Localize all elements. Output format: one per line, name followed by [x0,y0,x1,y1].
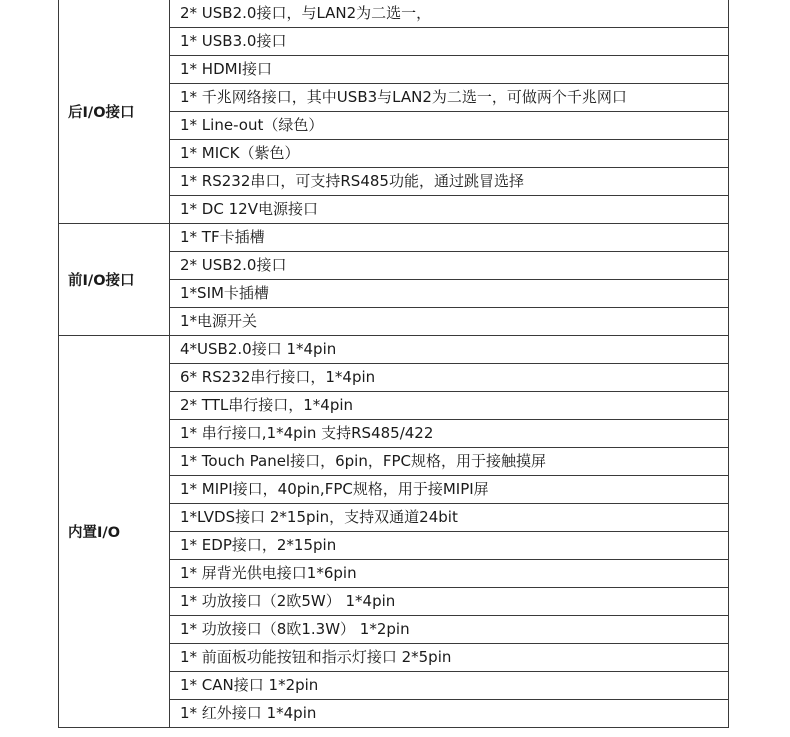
spec-cell: 1* 功放接口（2欧5W） 1*4pin [170,588,729,616]
spec-cell: 1* MIPI接口，40pin,FPC规格，用于接MIPI屏 [170,476,729,504]
table-row [59,224,729,252]
spec-cell: 2* USB2.0接口，与LAN2为二选一， [170,0,729,28]
spec-cell: 4*USB2.0接口 1*4pin [170,336,729,364]
spec-cell: 1* RS232串口，可支持RS485功能，通过跳冒选择 [170,168,729,196]
group-label-rear-io: 后I/O接口 [59,0,170,224]
spec-cell: 1*LVDS接口 2*15pin，支持双通道24bit [170,504,729,532]
io-spec-table [58,0,729,728]
spec-cell: 1* DC 12V电源接口 [170,196,729,224]
spec-cell: 1*SIM卡插槽 [170,280,729,308]
spec-cell: 1* 千兆网络接口，其中USB3与LAN2为二选一，可做两个千兆网口 [170,84,729,112]
spec-cell: 1* 前面板功能按钮和指示灯接口 2*5pin [170,644,729,672]
table-row [59,0,729,28]
spec-cell: 1* 串行接口,1*4pin 支持RS485/422 [170,420,729,448]
spec-cell: 1* 功放接口（8欧1.3W） 1*2pin [170,616,729,644]
spec-cell: 1* 红外接口 1*4pin [170,700,729,728]
spec-cell: 1* HDMI接口 [170,56,729,84]
table-row [59,336,729,364]
spec-cell: 2* USB2.0接口 [170,252,729,280]
spec-cell: 1* CAN接口 1*2pin [170,672,729,700]
spec-cell: 1*电源开关 [170,308,729,336]
spec-cell: 6* RS232串行接口，1*4pin [170,364,729,392]
spec-cell: 1* 屏背光供电接口1*6pin [170,560,729,588]
group-label-internal-io: 内置I/O [59,336,170,728]
spec-cell: 1* MICK（紫色） [170,140,729,168]
spec-cell: 1* USB3.0接口 [170,28,729,56]
spec-cell: 1* TF卡插槽 [170,224,729,252]
spec-cell: 1* EDP接口，2*15pin [170,532,729,560]
spec-cell: 1* Touch Panel接口，6pin，FPC规格，用于接触摸屏 [170,448,729,476]
spec-cell: 1* Line-out（绿色） [170,112,729,140]
spec-cell: 2* TTL串行接口，1*4pin [170,392,729,420]
group-label-front-io: 前I/O接口 [59,224,170,336]
